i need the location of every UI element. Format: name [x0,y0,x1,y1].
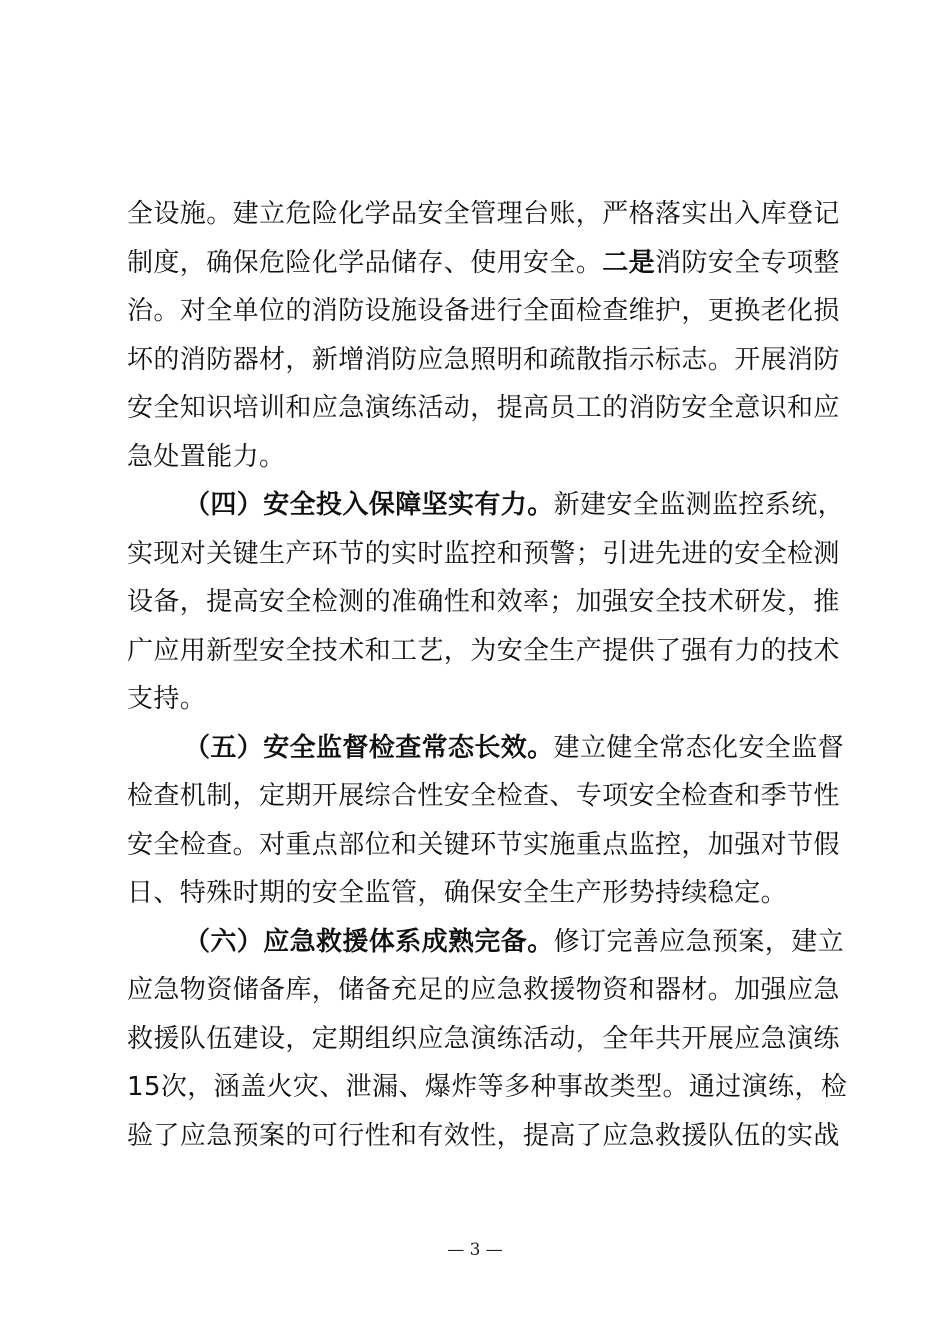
text-run: 验了应急预案的可行性和有效性，提高了应急救援队伍的实战 [127,1120,840,1151]
text-line [127,287,840,336]
text-run: 建立健全常态化安全监督 [553,732,845,763]
text-run: 全设施。建立危险化学品安全管理台账，严格落实出入库登记 [127,199,840,229]
text-line [127,772,840,821]
text-run: 实现对关键生产环节的实时监控和预警；引进先进的安全检测 [127,538,840,569]
text-run: 应急物资储备库，储备充足的应急救援物资和器材。加强应急 [127,975,840,1005]
text-run: 救援队伍建设，定期组织应急演练活动，全年共开展应急演练 [127,1023,840,1054]
text-run: 急处置能力。 [127,441,286,472]
text-line [127,675,827,724]
paragraph-heading-line [127,724,845,773]
text-line [127,190,840,239]
bold-text: 二是 [602,247,656,278]
text-line [127,336,840,385]
text-line [127,384,840,433]
text-line [127,627,840,676]
text-line [127,821,840,870]
paragraph-heading-line [127,918,845,967]
paragraph-heading-line [127,481,845,530]
text-line [127,530,840,579]
text-line [127,239,840,288]
text-line [127,966,840,1015]
text-run: 15次，涵盖火灾、泄漏、爆炸等多种事故类型。通过演练，检 [127,1072,848,1102]
text-run: 安全知识培训和应急演练活动，提高员工的消防安全意识和应 [127,393,840,423]
text-run: 坏的消防器材，新增消防应急照明和疏散指示标志。开展消防 [127,344,840,375]
text-run: 制度，确保危险化学品储存、使用安全。 [127,247,603,278]
text-line [127,433,827,482]
text-run: 检查机制，定期开展综合性安全检查、专项安全检查和季节性 [127,781,840,811]
text-run: 治。对全单位的消防设施设备进行全面检查维护，更换老化损 [127,296,840,326]
text-run: 修订完善应急预案，建立 [553,926,845,957]
bold-text: （五）安全监督检查常态长效。 [184,732,554,763]
page-number: — 3 — [447,1240,503,1260]
text-run: 安全检查。对重点部位和关键环节实施重点监控，加强对节假 [127,829,840,860]
text-run: 支持。 [127,684,207,714]
text-run: 消防安全专项整 [655,247,840,278]
text-run: 日、特殊时期的安全监管，确保安全生产形势持续稳定。 [127,878,788,908]
text-line [127,1063,848,1112]
text-line [127,869,827,918]
bold-text: （六）应急救援体系成熟完备。 [184,926,554,957]
text-line [127,578,840,627]
text-line [127,1112,840,1161]
text-line [127,1015,840,1064]
text-run: 设备，提高安全检测的准确性和效率；加强安全技术研发，推 [127,587,840,617]
text-run: 新建安全监测监控系统， [553,490,845,520]
document-body [127,190,848,1160]
bold-text: （四）安全投入保障坚实有力。 [184,490,554,520]
text-run: 广应用新型安全技术和工艺，为安全生产提供了强有力的技术 [127,635,840,666]
